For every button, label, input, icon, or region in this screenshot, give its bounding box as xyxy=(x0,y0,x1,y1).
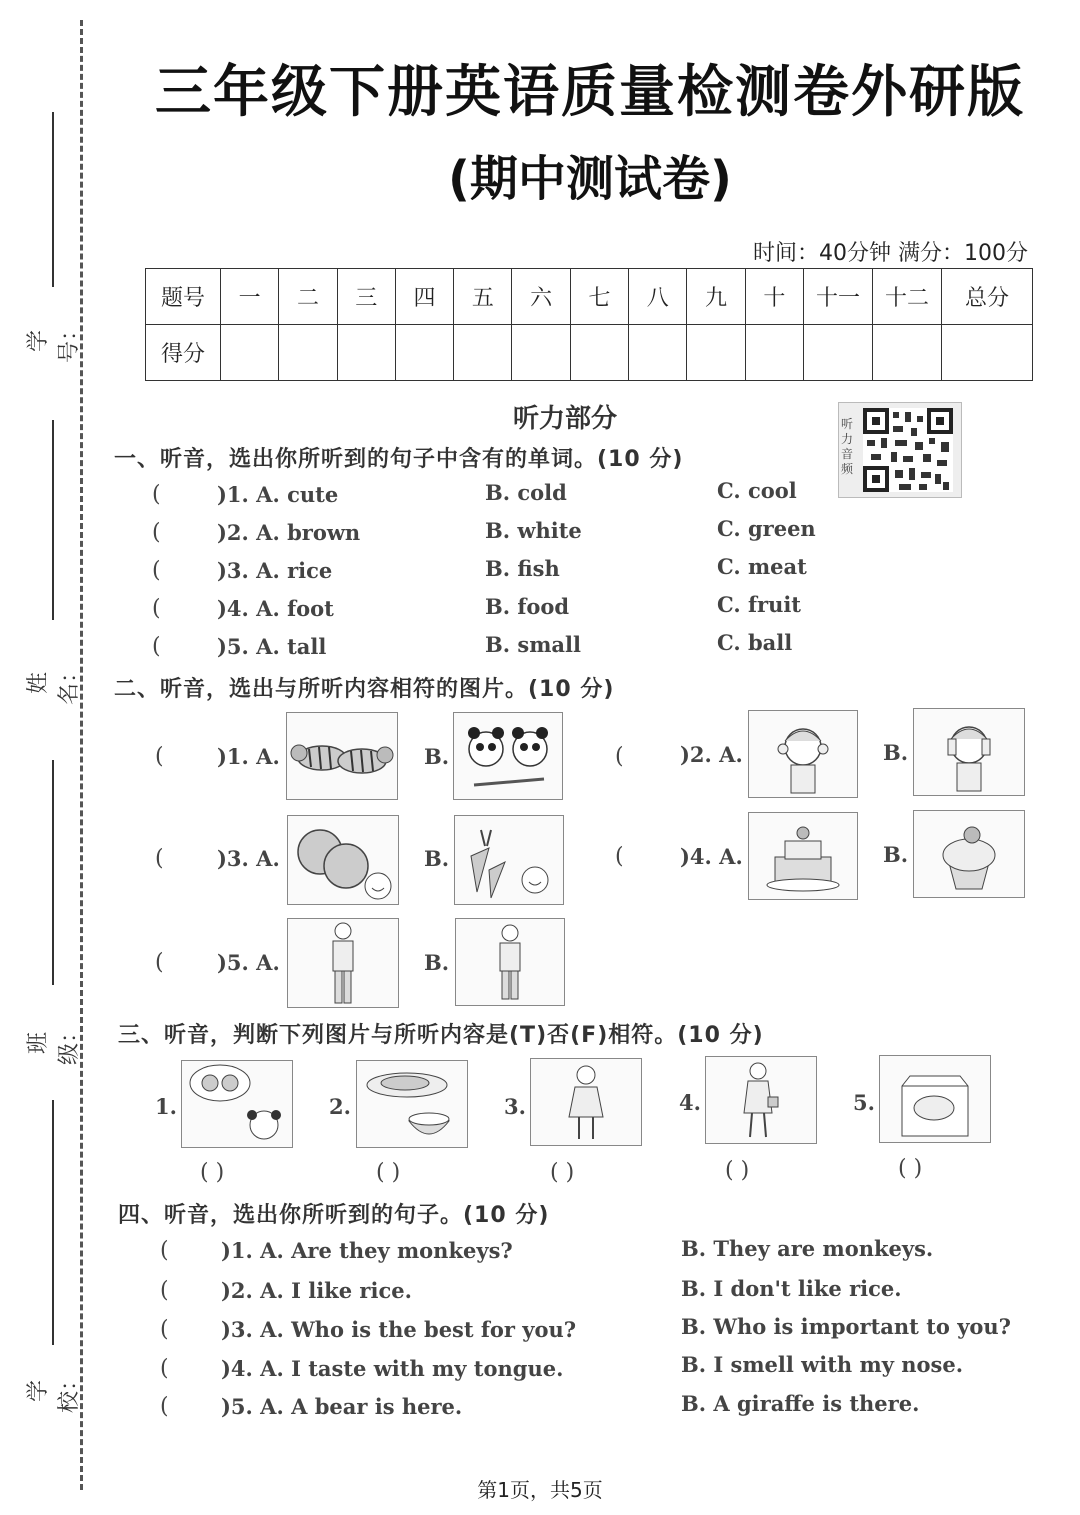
answer-paren[interactable]: ( xyxy=(155,846,164,871)
s2-q5-label: )5. A. xyxy=(217,950,280,975)
answer-paren[interactable]: ( xyxy=(152,634,161,659)
milk-carton-icon xyxy=(880,1056,990,1142)
tomatoes-picture[interactable] xyxy=(287,815,399,905)
binding-dashed-line xyxy=(80,20,83,1490)
class-label: 班级： xyxy=(26,1021,82,1066)
s4-q4-a: )4. A. I taste with my tongue. xyxy=(221,1356,564,1381)
s1-q5-c: C. ball xyxy=(717,630,793,655)
qr-label: 听力音频 xyxy=(841,417,854,476)
score-header-cell: 五 xyxy=(454,269,512,325)
section1-heading: 一、听音，选出你所听到的句子中含有的单词。(10 分) xyxy=(114,447,684,472)
s3-q3-num: 3. xyxy=(504,1094,526,1119)
score-cell[interactable] xyxy=(745,325,803,381)
s4-q5-a: )5. A. A bear is here. xyxy=(221,1394,463,1419)
s2-option-b: B. xyxy=(424,744,450,769)
answer-paren[interactable]: ( xyxy=(160,1394,169,1419)
s1-q3-c: C. meat xyxy=(717,554,807,579)
lion-icon xyxy=(182,1061,292,1147)
score-header-cell: 十二 xyxy=(873,269,942,325)
school-label: 学校： xyxy=(26,1369,82,1414)
s4-q5-b: B. A giraffe is there. xyxy=(681,1391,920,1416)
man-icon xyxy=(288,919,398,1007)
s1-q5-a: )5. A. tall xyxy=(217,634,327,659)
s2-option-b: B. xyxy=(424,950,450,975)
score-cell[interactable] xyxy=(687,325,745,381)
answer-paren[interactable]: ( xyxy=(160,1238,169,1263)
school-line xyxy=(52,1100,54,1345)
answer-paren[interactable]: ( xyxy=(155,950,164,975)
name-label: 姓名： xyxy=(26,661,82,706)
s2-q4-label: )4. A. xyxy=(680,844,743,869)
s1-q4-b: B. food xyxy=(485,594,570,619)
score-header-cell: 总分 xyxy=(942,269,1033,325)
s4-q4-b: B. I smell with my nose. xyxy=(681,1352,964,1377)
panda-icon xyxy=(454,713,562,799)
girl-picture[interactable] xyxy=(530,1058,642,1146)
s2-option-b: B. xyxy=(424,846,450,871)
cupcake-icon xyxy=(914,811,1024,897)
score-row-label: 得分 xyxy=(146,325,221,381)
girl-icon xyxy=(531,1059,641,1145)
answer-paren[interactable]: ( ) xyxy=(376,1160,401,1185)
score-cell[interactable] xyxy=(629,325,687,381)
score-cell[interactable] xyxy=(804,325,873,381)
woman-picture[interactable] xyxy=(705,1056,817,1144)
score-cell[interactable] xyxy=(221,325,279,381)
boy-ears-picture[interactable] xyxy=(748,710,858,798)
score-header-cell: 二 xyxy=(279,269,337,325)
score-header-row xyxy=(146,269,1033,325)
cupcake-picture[interactable] xyxy=(913,810,1025,898)
s3-q5-num: 5. xyxy=(853,1090,875,1115)
score-cell[interactable] xyxy=(873,325,942,381)
section4-heading: 四、听音，选出你所听到的句子。(10 分) xyxy=(118,1203,550,1228)
answer-paren[interactable]: ( xyxy=(615,844,624,869)
fish-rice-picture[interactable] xyxy=(356,1060,468,1148)
section2-heading: 二、听音，选出与所听内容相符的图片。(10 分) xyxy=(114,677,615,702)
short-man-picture[interactable] xyxy=(455,918,565,1006)
s3-q4-num: 4. xyxy=(679,1090,701,1115)
answer-paren[interactable]: ( xyxy=(615,744,624,769)
answer-paren[interactable]: ( xyxy=(160,1356,169,1381)
pandas-picture[interactable] xyxy=(453,712,563,800)
score-header-cell: 十一 xyxy=(804,269,873,325)
s1-q2-b: B. white xyxy=(485,518,582,543)
qr-code-icon[interactable] xyxy=(838,402,962,498)
score-cell[interactable] xyxy=(395,325,453,381)
tiger-icon xyxy=(287,713,397,799)
tall-man-picture[interactable] xyxy=(287,918,399,1008)
s1-q1-c: C. cool xyxy=(717,478,797,503)
score-table xyxy=(145,268,1033,381)
score-cell[interactable] xyxy=(570,325,628,381)
listening-heading: 听力部分 xyxy=(512,404,617,434)
carrots-picture[interactable] xyxy=(454,815,564,905)
s2-q1-label: )1. A. xyxy=(217,744,280,769)
score-header-cell: 三 xyxy=(337,269,395,325)
s4-q1-a: )1. A. Are they monkeys? xyxy=(221,1238,513,1263)
time-info: 时间：40分钟 满分：100分 xyxy=(753,241,1028,266)
s1-q4-c: C. fruit xyxy=(717,592,802,617)
score-header-cell: 题号 xyxy=(146,269,221,325)
answer-paren[interactable]: ( xyxy=(160,1317,169,1342)
page-title: 三年级下册英语质量检测卷外研版 xyxy=(155,60,1025,125)
answer-paren[interactable]: ( xyxy=(152,520,161,545)
score-header-cell: 六 xyxy=(512,269,570,325)
boy-ears-icon xyxy=(749,711,857,797)
student-id-label: 学号： xyxy=(26,319,82,364)
answer-paren[interactable]: ( xyxy=(152,596,161,621)
name-line xyxy=(52,420,54,620)
s4-q2-b: B. I don't like rice. xyxy=(681,1276,902,1301)
s1-q2-a: )2. A. brown xyxy=(217,520,361,545)
lion-picture[interactable] xyxy=(181,1060,293,1148)
milk-picture[interactable] xyxy=(879,1055,991,1143)
s2-q3-label: )3. A. xyxy=(217,846,280,871)
s4-q3-a: )3. A. Who is the best for you? xyxy=(221,1317,577,1342)
s3-q1-num: 1. xyxy=(155,1094,177,1119)
page-footer: 第1页，共5页 xyxy=(477,1478,603,1502)
score-header-cell: 四 xyxy=(395,269,453,325)
answer-paren[interactable]: ( xyxy=(155,744,164,769)
score-header-cell: 一 xyxy=(221,269,279,325)
s2-q2-label: )2. A. xyxy=(680,742,743,767)
tomato-icon xyxy=(288,816,398,904)
score-header-cell: 十 xyxy=(745,269,803,325)
s4-q1-b: B. They are monkeys. xyxy=(681,1236,934,1261)
s3-q2-num: 2. xyxy=(329,1094,351,1119)
answer-paren[interactable]: ( xyxy=(152,482,161,507)
score-header-cell: 七 xyxy=(570,269,628,325)
s4-q2-a: )2. A. I like rice. xyxy=(221,1278,412,1303)
score-cell[interactable] xyxy=(512,325,570,381)
score-header-cell: 九 xyxy=(687,269,745,325)
s4-q3-b: B. Who is important to you? xyxy=(681,1314,1011,1339)
class-line xyxy=(52,760,54,985)
score-cell[interactable] xyxy=(942,325,1033,381)
s2-option-b: B. xyxy=(883,740,909,765)
s1-q2-c: C. green xyxy=(717,516,816,541)
cake-picture[interactable] xyxy=(748,812,858,900)
tigers-picture[interactable] xyxy=(286,712,398,800)
page-subtitle: (期中测试卷) xyxy=(448,151,732,207)
s1-q4-a: )4. A. foot xyxy=(217,596,334,621)
qr-pattern xyxy=(863,408,953,492)
answer-paren[interactable]: ( xyxy=(160,1278,169,1303)
s1-q3-a: )3. A. rice xyxy=(217,558,333,583)
woman-icon xyxy=(706,1057,816,1143)
answer-paren[interactable]: ( ) xyxy=(550,1160,575,1185)
score-cell[interactable] xyxy=(454,325,512,381)
s2-option-b: B. xyxy=(883,842,909,867)
boy-eyes-picture[interactable] xyxy=(913,708,1025,796)
carrot-icon xyxy=(455,816,563,904)
student-id-line xyxy=(52,112,54,287)
s1-q1-a: )1. A. cute xyxy=(217,482,339,507)
fish-icon xyxy=(357,1061,467,1147)
s1-q1-b: B. cold xyxy=(485,480,567,505)
answer-paren[interactable]: ( ) xyxy=(725,1158,750,1183)
s1-q3-b: B. fish xyxy=(485,556,560,581)
s1-q5-b: B. small xyxy=(485,632,581,657)
score-header-cell: 八 xyxy=(629,269,687,325)
answer-paren[interactable]: ( xyxy=(152,558,161,583)
score-cell[interactable] xyxy=(279,325,337,381)
score-cell[interactable] xyxy=(337,325,395,381)
man-icon xyxy=(456,919,564,1005)
answer-paren[interactable]: ( ) xyxy=(200,1160,225,1185)
section3-heading: 三、听音，判断下列图片与所听内容是(T)否(F)相符。(10 分) xyxy=(118,1023,764,1048)
answer-paren[interactable]: ( ) xyxy=(898,1156,923,1181)
score-row xyxy=(146,325,1033,381)
boy-eyes-icon xyxy=(914,709,1024,795)
cake-icon xyxy=(749,813,857,899)
